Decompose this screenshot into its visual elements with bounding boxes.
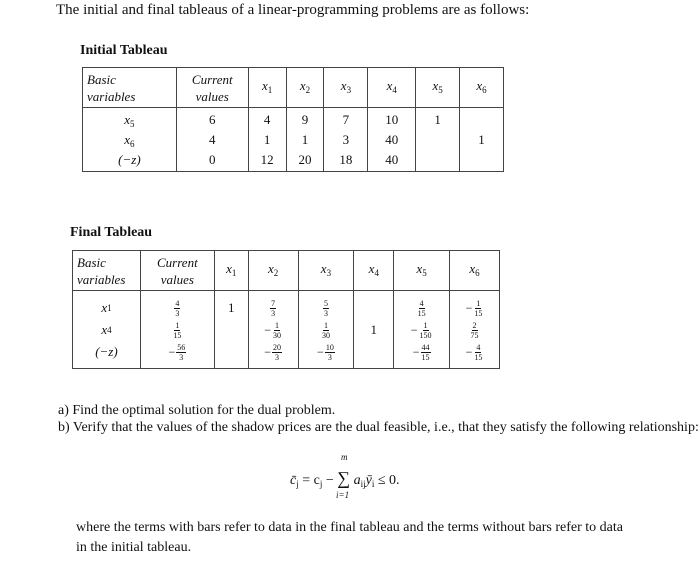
final-header-basic: Basic variables: [73, 251, 141, 291]
initial-value-cell: 1: [478, 132, 485, 147]
final-basic-cell: x 1: [101, 300, 112, 315]
final-header-x1: $x_1$: [214, 251, 248, 291]
final-value-cell: $\frac{5}{3}$: [323, 298, 328, 318]
initial-value-cell: 1: [301, 132, 309, 147]
initial-current-cell: 6: [209, 112, 216, 127]
initial-current-column: [176, 108, 248, 172]
initial-value-cell: 4: [263, 112, 271, 127]
final-x4-column: [354, 291, 394, 369]
question-a: a) Find the optimal solution for the dual problem.: [58, 403, 336, 418]
final-value-cell: − $\frac{4}{15}$: [465, 342, 483, 362]
final-value-cell: 1: [370, 322, 378, 337]
initial-x3-column: [324, 108, 368, 172]
initial-value-cell: 12: [260, 152, 274, 167]
initial-basic-column: [83, 108, 177, 172]
final-basic-cell: (−z): [95, 344, 118, 359]
final-header-x6: $x_6$: [450, 251, 500, 291]
initial-x6-column: [460, 108, 504, 172]
final-header-current: Current values: [140, 251, 214, 291]
final-current-cell: − $\frac{56}{3}$: [168, 342, 186, 362]
sum-upper-limit: m: [341, 452, 348, 462]
initial-header-x5: $x_5$: [416, 68, 460, 108]
final-value-cell: [215, 319, 248, 341]
final-x6-column: [450, 291, 500, 369]
initial-x2-column: [286, 108, 324, 172]
final-x5-column: [394, 291, 450, 369]
final-value-cell: [215, 341, 248, 363]
final-basic-cell: x 4: [101, 322, 112, 337]
final-body-row: [73, 291, 500, 369]
final-value-cell: 1: [227, 300, 235, 315]
final-value-cell: $\frac{4}{15}$: [417, 298, 426, 318]
final-x2-column: [248, 291, 298, 369]
initial-value-cell: 20: [298, 152, 312, 167]
final-header-row: [73, 251, 500, 291]
note-text: where the terms with bars refer to data in the final tableau and the terms without bars refer to data in the initial tableau.: [76, 520, 623, 555]
initial-x5-column: [416, 108, 460, 172]
initial-basic-cell: $x_6$: [124, 132, 135, 149]
initial-header-x2: $x_2$: [286, 68, 324, 108]
final-current-column: [140, 291, 214, 369]
initial-value-cell: [416, 130, 459, 150]
sum-lower-limit: i=1: [336, 490, 350, 500]
final-value-cell: − $\frac{1}{150}$: [410, 320, 432, 340]
initial-value-cell: 18: [339, 152, 353, 167]
formula-cbar: c̄: [290, 473, 297, 488]
initial-basic-cell: (−z): [118, 152, 141, 167]
initial-header-x3: $x_3$: [324, 68, 368, 108]
initial-x4-column: [368, 108, 416, 172]
initial-header-x4: $x_4$: [368, 68, 416, 108]
final-value-cell: $\frac{1}{30}$: [321, 320, 330, 340]
final-x3-column: [298, 291, 354, 369]
initial-value-cell: [460, 110, 503, 130]
initial-tableau-table: [82, 67, 504, 172]
initial-body-row: [83, 108, 504, 172]
initial-value-cell: [460, 150, 503, 170]
final-value-cell: − $\frac{1}{15}$: [465, 298, 483, 318]
final-value-cell: − $\frac{1}{30}$: [264, 320, 281, 340]
initial-value-cell: 7: [342, 112, 350, 127]
initial-header-row: [83, 68, 504, 108]
final-value-cell: [354, 297, 393, 319]
final-value-cell: − $\frac{10}{3}$: [317, 342, 334, 362]
final-tableau-heading: Final Tableau: [70, 225, 153, 240]
final-header-x4: $x_4$: [354, 251, 394, 291]
initial-current-cell: 4: [209, 132, 216, 147]
final-x1-column: [214, 291, 248, 369]
initial-value-cell: 1: [434, 112, 441, 127]
initial-value-cell: 3: [342, 132, 350, 147]
initial-x1-column: [248, 108, 286, 172]
final-basic-column: [73, 291, 141, 369]
final-tableau-table: [72, 250, 500, 369]
final-current-cell: $\frac{1}{15}$: [173, 320, 182, 340]
final-value-cell: $\frac{7}{3}$: [271, 298, 276, 318]
final-value-cell: $\frac{2}{75}$: [470, 320, 479, 340]
initial-header-x1: $x_1$: [248, 68, 286, 108]
final-value-cell: − $\frac{44}{15}$: [412, 342, 430, 362]
initial-value-cell: [416, 150, 459, 170]
initial-value-cell: 40: [385, 152, 399, 167]
final-current-cell: $\frac{4}{3}$: [175, 298, 180, 318]
final-value-cell: − $\frac{20}{3}$: [264, 342, 281, 362]
initial-value-cell: 10: [385, 112, 399, 127]
final-header-x5: $x_5$: [394, 251, 450, 291]
initial-value-cell: 1: [263, 132, 271, 147]
sigma-symbol: ∑: [337, 468, 351, 488]
initial-header-x6: $x_6$: [460, 68, 504, 108]
final-header-x2: $x_2$: [248, 251, 298, 291]
intro-text: The initial and final tableaus of a linear-programming problems are as follows:: [56, 2, 530, 18]
initial-header-current: Current values: [176, 68, 248, 108]
final-header-x3: $x_3$: [298, 251, 354, 291]
initial-tableau-heading: Initial Tableau: [80, 43, 168, 58]
initial-basic-cell: $x_5$: [124, 112, 135, 129]
initial-value-cell: 40: [385, 132, 399, 147]
initial-current-cell: 0: [209, 152, 216, 167]
reduced-cost-formula: m $c̄_j = c_j$ − ∑ $a_{ij}ȳ_i \le 0$. i=1: [290, 452, 400, 500]
final-value-cell: [354, 341, 393, 363]
initial-value-cell: 9: [301, 112, 309, 127]
question-b: b) Verify that the values of the shadow prices are the dual feasible, i.e., that they satisfy the following relationship:: [58, 420, 699, 435]
initial-header-basic: Basic variables: [83, 68, 177, 108]
